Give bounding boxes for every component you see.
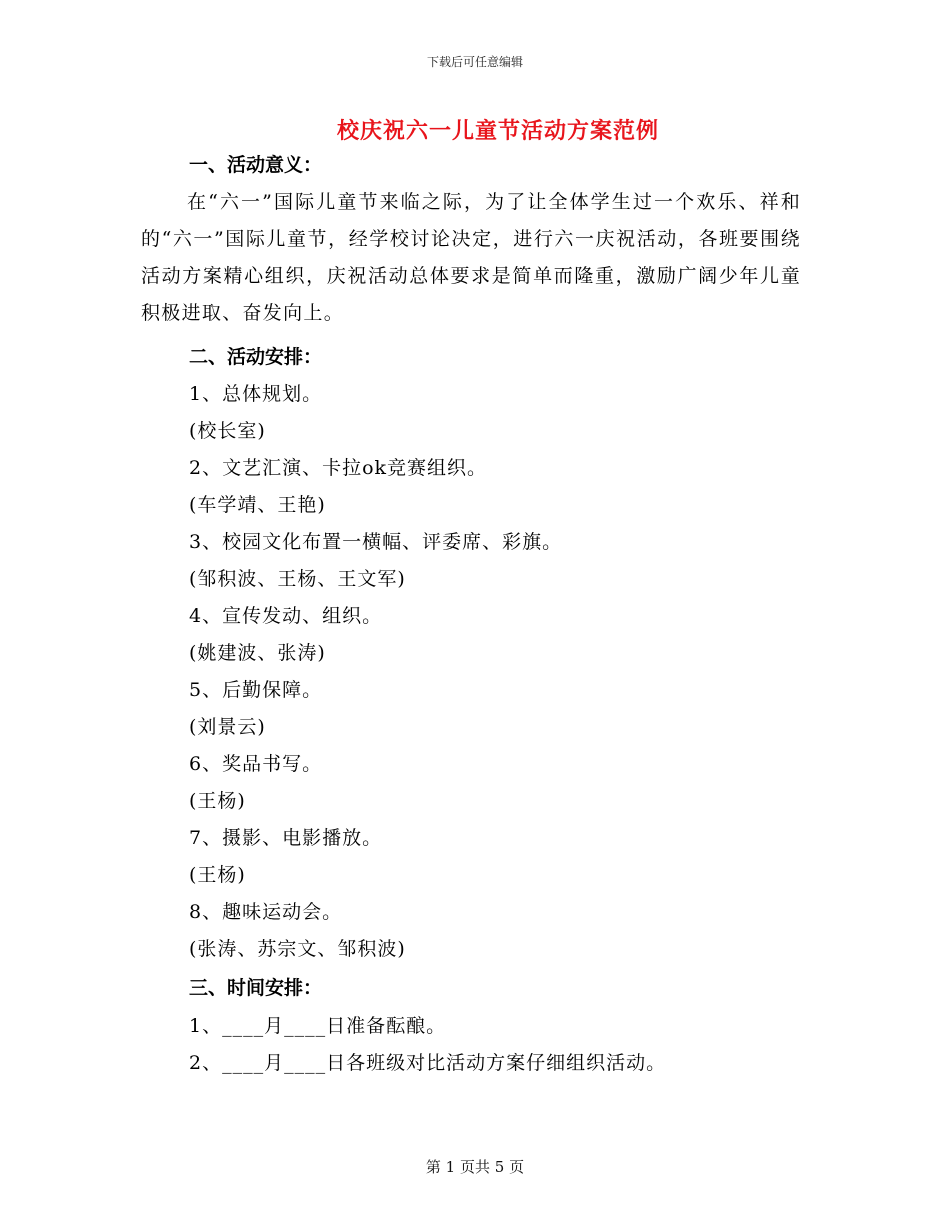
page-header-note: 下载后可任意编辑 <box>426 55 523 69</box>
activity-task-2: 2、文艺汇演、卡拉ok竞赛组织。 <box>189 457 488 479</box>
activity-task-1: 1、总体规划。 <box>189 383 323 405</box>
section-3-heading: 三、时间安排： <box>189 977 323 999</box>
schedule-item-1: 1、____月____日准备酝酿。 <box>189 1015 447 1037</box>
section-1-paragraph: 在“六一”国际儿童节来临之际，为了让全体学生过一个欢乐、祥和的“六一”国际儿童节，经学校讨论决定，进行六一庆祝活动，各班要围绕活动方案精心组织，庆祝活动总体要求是简单而隆重，激励广阔少年儿童积极进取、奋发向上。 <box>141 191 801 324</box>
activity-task-6: 6、奖品书写。 <box>189 753 323 775</box>
activity-task-4: 4、宣传发动、组织。 <box>189 605 383 627</box>
activity-owner-3: (邹积波、王杨、王文军) <box>189 568 406 590</box>
section-2-heading: 二、活动安排： <box>189 346 323 368</box>
activity-owner-1: (校长室) <box>189 420 266 442</box>
activity-owner-6: (王杨) <box>189 790 246 812</box>
activity-task-8: 8、趣味运动会。 <box>189 901 343 923</box>
activity-task-5: 5、后勤保障。 <box>189 679 323 701</box>
activity-owner-2: (车学靖、王艳) <box>189 494 326 516</box>
activity-task-3: 3、校园文化布置一横幅、评委席、彩旗。 <box>189 531 563 553</box>
activity-task-7: 7、摄影、电影播放。 <box>189 827 383 849</box>
schedule-item-2: 2、____月____日各班级对比活动方案仔细组织活动。 <box>189 1052 667 1074</box>
page-footer: 第 1 页共 5 页 <box>425 1158 525 1176</box>
activity-owner-4: (姚建波、张涛) <box>189 642 326 664</box>
activity-owner-7: (王杨) <box>189 864 246 886</box>
document-title: 校庆祝六一儿童节活动方案范例 <box>336 118 659 144</box>
section-1-heading: 一、活动意义： <box>189 154 323 176</box>
activity-owner-5: (刘景云) <box>189 716 266 738</box>
activity-owner-8: (张涛、苏宗文、邹积波) <box>189 938 406 960</box>
